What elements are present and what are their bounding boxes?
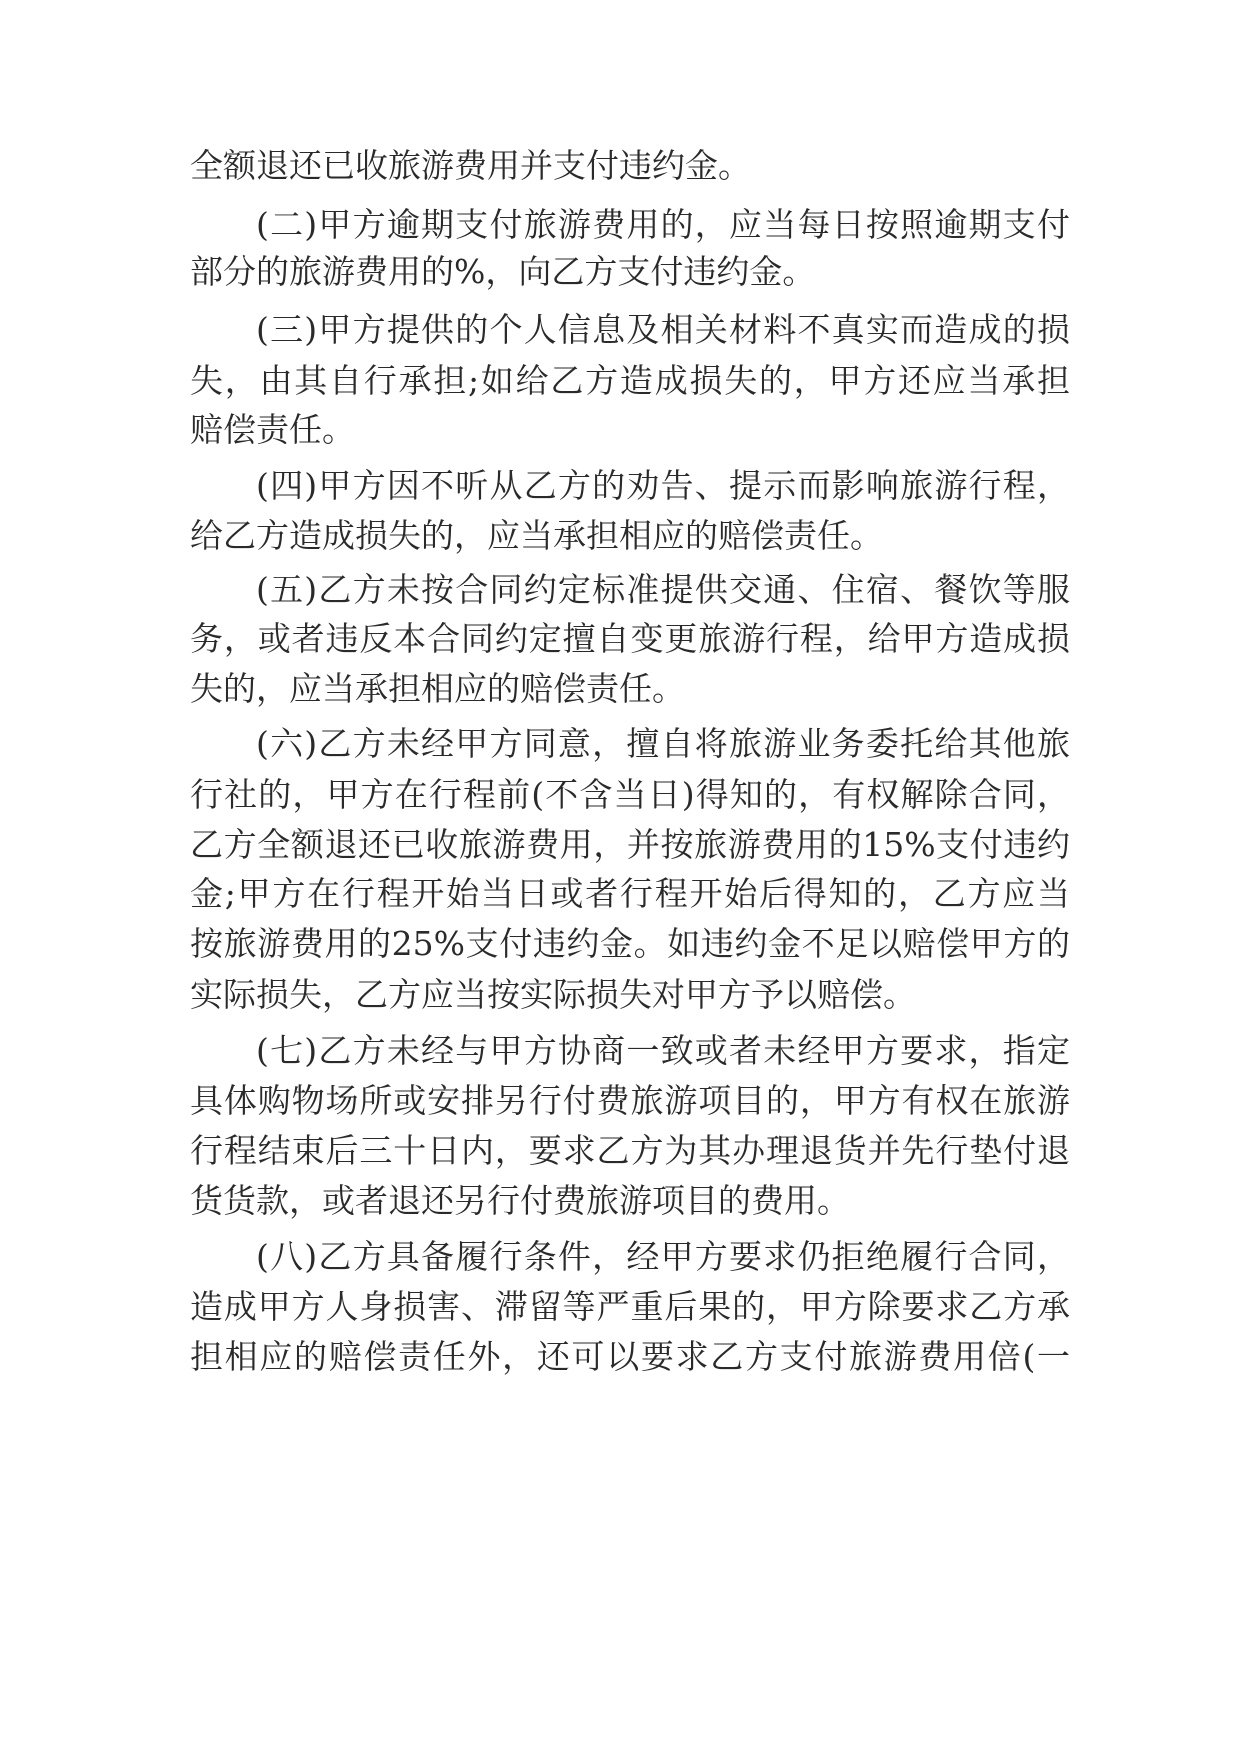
text-line: 赔偿责任。 <box>190 410 355 449</box>
text-line: 乙方全额退还已收旅游费用，并按旅游费用的15%支付违约 <box>190 825 1070 864</box>
text-line: 按旅游费用的25%支付违约金。如违约金不足以赔偿甲方的 <box>190 924 1070 963</box>
text-line: 失，由其自行承担;如给乙方造成损失的，甲方还应当承担 <box>190 361 1070 400</box>
text-line: (八)乙方具备履行条件，经甲方要求仍拒绝履行合同， <box>256 1237 1070 1276</box>
text-line: 行社的，甲方在行程前(不含当日)得知的，有权解除合同， <box>190 775 1070 814</box>
text-line: 行程结束后三十日内，要求乙方为其办理退货并先行垫付退 <box>190 1131 1070 1170</box>
text-line: 给乙方造成损失的，应当承担相应的赔偿责任。 <box>190 516 883 555</box>
text-line: 货货款，或者退还另行付费旅游项目的费用。 <box>190 1181 850 1220</box>
text-line: 造成甲方人身损害、滞留等严重后果的，甲方除要求乙方承 <box>190 1287 1070 1326</box>
text-line: 具体购物场所或安排另行付费旅游项目的，甲方有权在旅游 <box>190 1081 1070 1120</box>
text-line: 部分的旅游费用的%，向乙方支付违约金。 <box>190 252 816 291</box>
text-line: 担相应的赔偿责任外，还可以要求乙方支付旅游费用倍(一 <box>190 1337 1070 1376</box>
text-line: 实际损失，乙方应当按实际损失对甲方予以赔偿。 <box>190 975 916 1014</box>
text-line: 金;甲方在行程开始当日或者行程开始后得知的，乙方应当 <box>190 874 1070 913</box>
text-line: (二)甲方逾期支付旅游费用的，应当每日按照逾期支付 <box>256 205 1070 244</box>
text-line: (四)甲方因不听从乙方的劝告、提示而影响旅游行程， <box>256 466 1070 505</box>
text-line: 失的，应当承担相应的赔偿责任。 <box>190 669 685 708</box>
text-line: (三)甲方提供的个人信息及相关材料不真实而造成的损 <box>256 310 1070 349</box>
text-line: (七)乙方未经与甲方协商一致或者未经甲方要求，指定 <box>256 1031 1070 1070</box>
text-line: 务，或者违反本合同约定擅自变更旅游行程，给甲方造成损 <box>190 619 1070 658</box>
text-line: (五)乙方未按合同约定标准提供交通、住宿、餐饮等服 <box>256 570 1070 609</box>
text-line: (六)乙方未经甲方同意，擅自将旅游业务委托给其他旅 <box>256 724 1070 763</box>
text-line: 全额退还已收旅游费用并支付违约金。 <box>190 146 751 185</box>
